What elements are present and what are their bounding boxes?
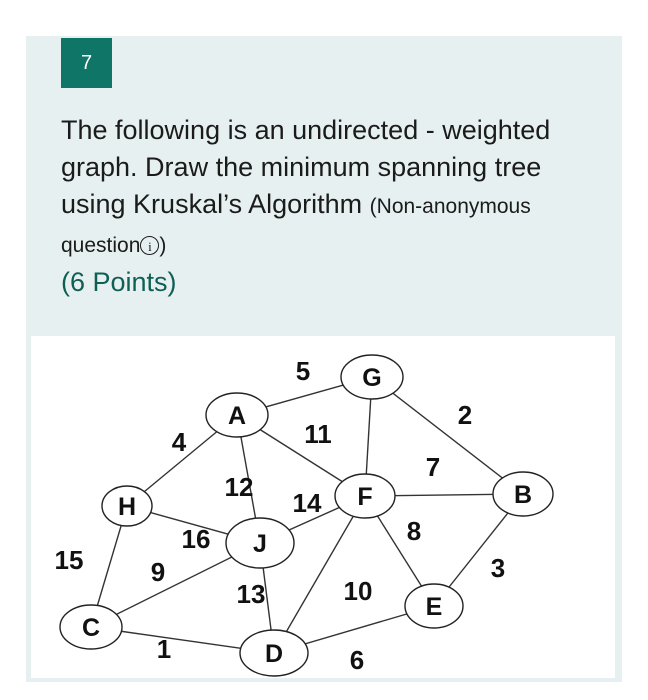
node-label-A: A <box>227 402 247 430</box>
question-text-block <box>61 112 561 301</box>
edge-weight-C-D: 1 <box>156 634 172 664</box>
question-number-badge: 7 <box>61 38 112 88</box>
edge-weight-A-G: 5 <box>295 356 311 386</box>
edge-weight-G-B: 2 <box>457 400 473 430</box>
edge-weight-H-J: 16 <box>181 524 211 554</box>
node-label-C: C <box>81 614 101 642</box>
edge-G-B <box>372 377 523 494</box>
non-anonymous-note: (Non-anonymous question i ) <box>61 195 531 257</box>
edge-weight-F-D: 10 <box>343 576 373 606</box>
node-B <box>493 472 553 516</box>
edge-weight-H-C: 15 <box>54 545 84 575</box>
edge-weight-F-B: 7 <box>425 452 441 482</box>
node-label-G: G <box>362 364 382 392</box>
edge-weight-J-C: 9 <box>150 557 166 587</box>
edge-weight-J-F: 14 <box>292 488 322 518</box>
edge-weight-A-H: 4 <box>171 427 187 457</box>
node-E <box>405 584 463 628</box>
info-icon[interactable]: i <box>140 236 159 255</box>
graph-image <box>31 336 615 678</box>
node-G <box>341 355 403 399</box>
node-label-B: B <box>513 481 533 509</box>
graph-diagram <box>31 336 615 678</box>
node-label-H: H <box>117 493 137 521</box>
edge-F-D <box>274 496 365 653</box>
node-F <box>335 474 395 518</box>
question-points: (6 Points) <box>61 267 177 297</box>
node-A <box>206 393 268 437</box>
edge-weight-A-F: 11 <box>304 419 332 449</box>
question-card <box>26 36 622 682</box>
edge-weight-A-J: 12 <box>224 472 254 502</box>
question-text: The following is an undirected - weighted graph. Draw the minimum spanning tree using Kruskal’s Algorithm <box>61 115 551 219</box>
edge-weight-F-E: 8 <box>406 516 422 546</box>
node-label-J: J <box>253 530 267 558</box>
node-label-E: E <box>425 593 443 621</box>
node-label-D: D <box>264 640 284 668</box>
node-label-F: F <box>357 483 373 511</box>
node-H <box>102 486 152 526</box>
edge-weight-J-D: 13 <box>236 579 266 609</box>
edge-weight-D-E: 6 <box>349 645 365 675</box>
node-J <box>226 518 294 568</box>
node-C <box>60 605 122 649</box>
edge-weight-B-E: 3 <box>490 553 506 583</box>
node-D <box>240 630 308 676</box>
